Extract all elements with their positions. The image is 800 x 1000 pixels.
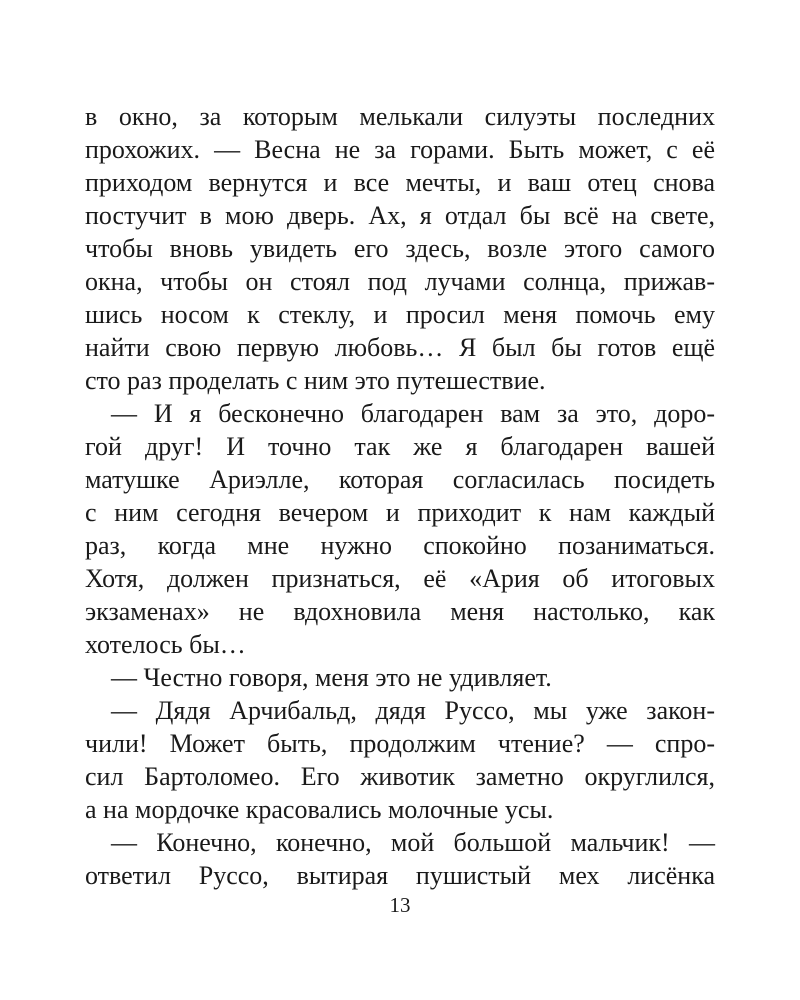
text-line: постучит в мою дверь. Ах, я отдал бы всё на свете, <box>85 201 715 230</box>
text-line: найти свою первую любовь… Я был бы готов ещё <box>85 333 715 362</box>
text-line: прохожих. — Весна не за горами. Быть может, с её <box>85 135 715 164</box>
text-line: а на мордочке красовались молочные усы. <box>85 795 554 824</box>
text-line: приходом вернутся и все мечты, и ваш отец снова <box>85 168 715 197</box>
text-line: в окно, за которым мелькали силуэты последних <box>85 102 715 131</box>
text-line: — Дядя Арчибальд, дядя Руссо, мы уже закон- <box>111 696 715 725</box>
text-line: раз, когда мне нужно спокойно позаниматься. <box>85 531 715 560</box>
text-line: сто раз проделать с ним это путешествие. <box>85 366 546 395</box>
text-line: матушке Ариэлле, которая согласилась посидеть <box>85 465 715 494</box>
text-line: экзаменах» не вдохновила меня настолько, как <box>85 597 715 626</box>
text-line: — Честно говоря, меня это не удивляет. <box>111 663 552 692</box>
page-text <box>85 100 715 892</box>
text-line: — Конечно, конечно, мой большой мальчик! — <box>111 828 715 857</box>
text-line: ответил Руссо, вытирая пушистый мех лисёнка <box>85 861 715 890</box>
text-line: Хотя, должен признаться, её «Ария об итоговых <box>85 564 715 593</box>
text-line: гой друг! И точно так же я благодарен вашей <box>85 432 715 461</box>
text-line: с ним сегодня вечером и приходит к нам каждый <box>85 498 715 527</box>
text-line: — И я бесконечно благодарен вам за это, доро- <box>111 399 715 428</box>
text-line: хотелось бы… <box>85 630 246 659</box>
text-line: чтобы вновь увидеть его здесь, возле этого самого <box>85 234 715 263</box>
page-number: 13 <box>389 893 411 917</box>
text-line: чили! Может быть, продолжим чтение? — спро- <box>85 729 715 758</box>
text-line: окна, чтобы он стоял под лучами солнца, прижав- <box>85 267 715 296</box>
text-line: шись носом к стеклу, и просил меня помочь ему <box>85 300 715 329</box>
text-line: сил Бартоломео. Его животик заметно округлился, <box>85 762 715 791</box>
